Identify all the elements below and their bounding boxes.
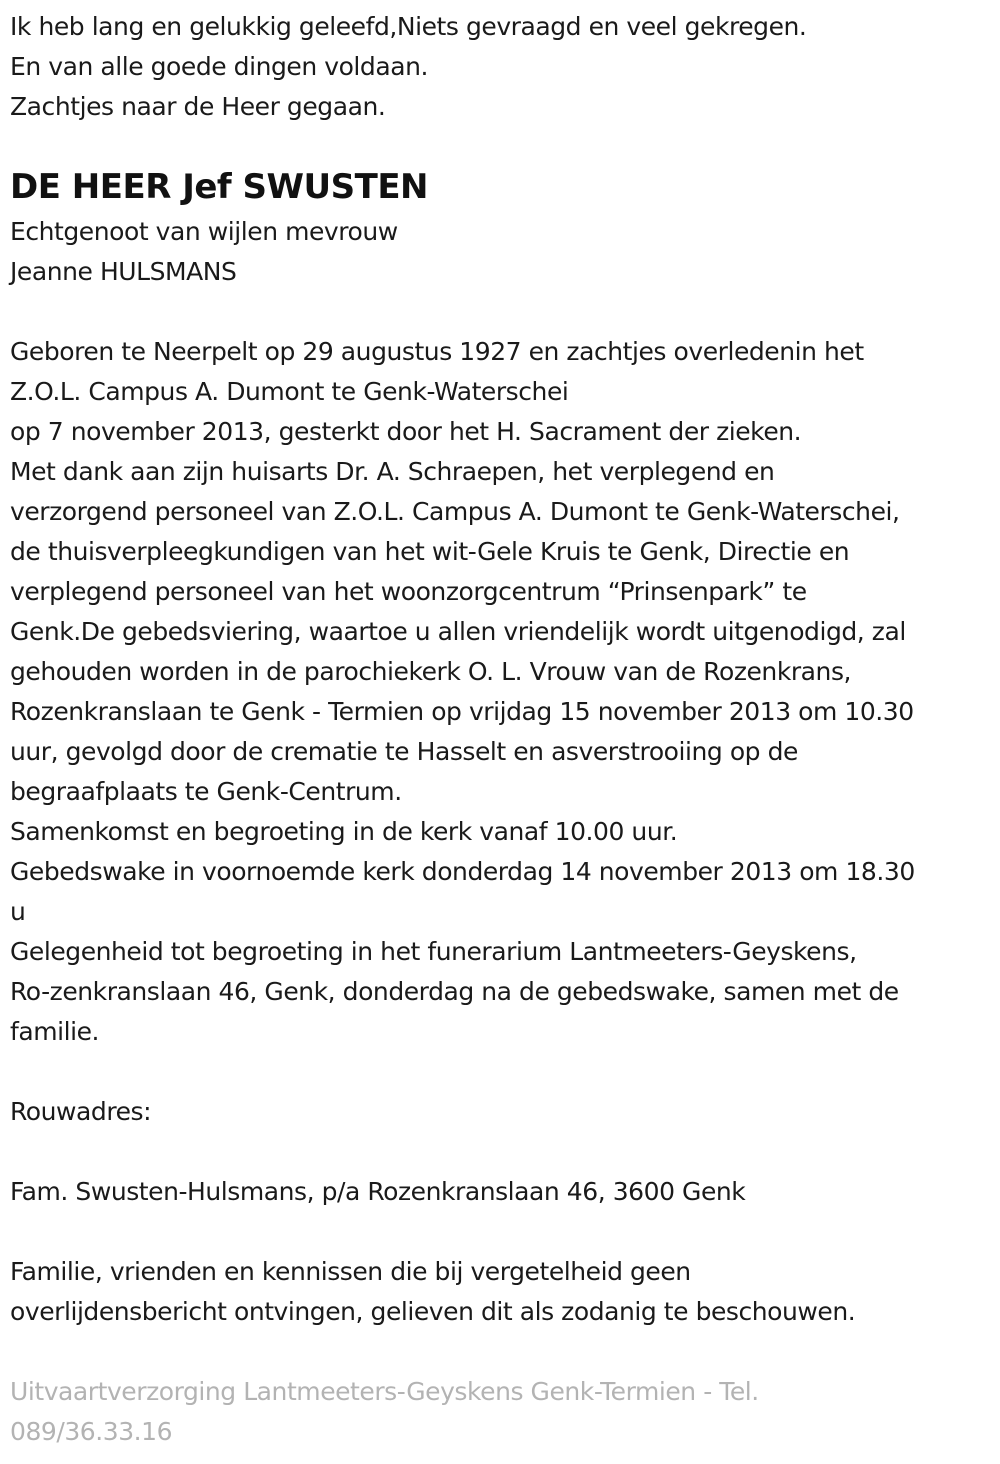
body-text <box>10 332 995 1052</box>
funeral-home-footer <box>10 1372 995 1452</box>
spouse-line: Jeanne HULSMANS <box>10 257 237 286</box>
body-line: Samenkomst en begroeting in de kerk vanaf 10.00 uur. <box>10 817 678 846</box>
deceased-block <box>10 162 995 292</box>
body-line: gehouden worden in de parochiekerk O. L. Vrouw van de Rozenkrans, <box>10 657 852 686</box>
body-line: Z.O.L. Campus A. Dumont te Genk-Waterschei <box>10 377 569 406</box>
body-line: familie. <box>10 1017 100 1046</box>
body-line: Met dank aan zijn huisarts Dr. A. Schraepen, het verplegend en <box>10 457 775 486</box>
footer-line: Uitvaartverzorging Lantmeeters-Geyskens Genk-Termien - Tel. <box>10 1377 759 1406</box>
footer-phone: 089/36.33.16 <box>10 1417 173 1446</box>
deceased-name: DE HEER Jef SWUSTEN <box>10 167 429 207</box>
obituary-page <box>10 7 995 1452</box>
body-line: Ro-zenkranslaan 46, Genk, donderdag na de gebedswake, samen met de <box>10 977 899 1006</box>
poem-line: Ik heb lang en gelukkig geleefd,Niets gevraagd en veel gekregen. <box>10 12 807 41</box>
spouse-line: Echtgenoot van wijlen mevrouw <box>10 217 398 246</box>
body-line: verplegend personeel van het woonzorgcentrum “Prinsenpark” te <box>10 577 807 606</box>
body-line: op 7 november 2013, gesterkt door het H. Sacrament der zieken. <box>10 417 802 446</box>
body-line: Genk.De gebedsviering, waartoe u allen vriendelijk wordt uitgenodigd, zal <box>10 617 906 646</box>
body-line: uur, gevolgd door de crematie te Hasselt en asverstrooiing op de <box>10 737 798 766</box>
poem-line: En van alle goede dingen voldaan. <box>10 52 428 81</box>
mourning-address-label: Rouwadres: <box>10 1097 152 1126</box>
notice-line: overlijdensbericht ontvingen, gelieven dit als zodanig te beschouwen. <box>10 1297 856 1326</box>
body-line: Gebedswake in voornoemde kerk donderdag 14 november 2013 om 18.30 <box>10 857 915 886</box>
notice <box>10 1252 995 1332</box>
poem <box>10 7 995 127</box>
body-line: de thuisverpleegkundigen van het wit-Gele Kruis te Genk, Directie en <box>10 537 850 566</box>
body-line: Geboren te Neerpelt op 29 augustus 1927 en zachtjes overledenin het <box>10 337 864 366</box>
body-line: Rozenkranslaan te Genk - Termien op vrijdag 15 november 2013 om 10.30 <box>10 697 914 726</box>
poem-line: Zachtjes naar de Heer gegaan. <box>10 92 386 121</box>
body-line: u <box>10 897 26 926</box>
mourning-address: Fam. Swusten-Hulsmans, p/a Rozenkranslaan 46, 3600 Genk <box>10 1177 746 1206</box>
notice-line: Familie, vrienden en kennissen die bij vergetelheid geen <box>10 1257 691 1286</box>
body-line: Gelegenheid tot begroeting in het funerarium Lantmeeters-Geyskens, <box>10 937 857 966</box>
body-line: begraafplaats te Genk-Centrum. <box>10 777 402 806</box>
body-line: verzorgend personeel van Z.O.L. Campus A. Dumont te Genk-Waterschei, <box>10 497 900 526</box>
